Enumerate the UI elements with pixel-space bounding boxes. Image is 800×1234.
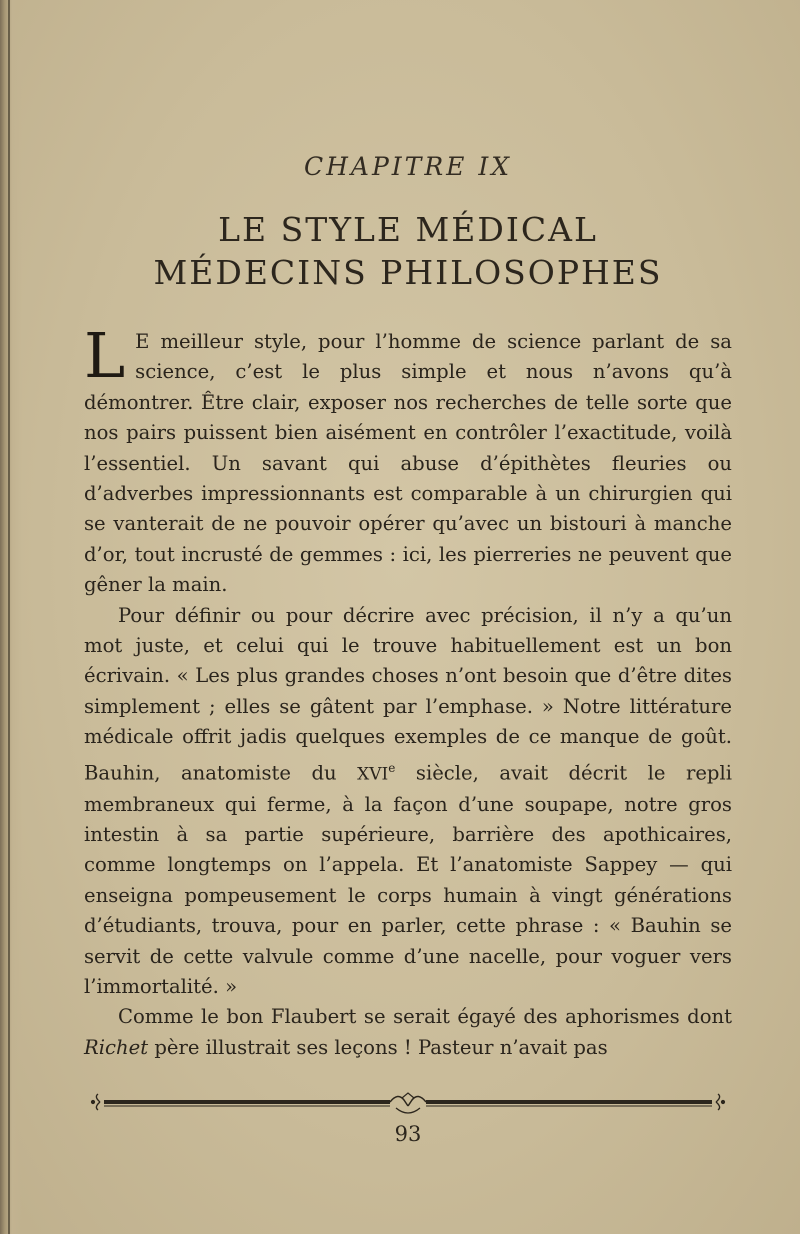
chapter-label: CHAPITRE IX	[303, 152, 513, 181]
paragraph-1-text: E meilleur style, pour l’homme de science parlant de sa science, c’est le plus simple et nous n’avons qu’à démontrer. Être clair, exposer nos recherches de telle sorte que nos pairs puissent bien aisément en contrôler l’exactitude, voilà l’essentiel. Un savant qui abuse d’épithètes fleuries ou d’adverbes impressionnants est comparable à un chirurgien qui se vanterait de ne pouvoir opérer qu’avec un bistouri à manche d’or, tout incrusté de gemmes : ici, les pierreries ne peuvent que gêner la main.	[84, 330, 732, 597]
footer-ornament	[90, 1090, 726, 1114]
chapter-title-line-2: MÉDECINS PHILOSOPHES	[153, 253, 663, 292]
paragraph-2	[84, 601, 732, 1003]
paragraph-1	[84, 319, 732, 601]
drop-cap: L	[84, 319, 126, 392]
book-page	[84, 0, 732, 1234]
binding-line	[8, 0, 10, 1234]
name-richet: Richet	[84, 1035, 149, 1059]
paragraph-2-text-b: siècle, avait décrit le repli membraneux qui ferme, à la façon d’une soupape, notre gros intestin à sa partie supérieure, barrière des apothicaires, comme longtemps on l’appela. Et l’anatomiste Sappey — qui enseigna pompeusement le corps humain à vingt générations d’étudiants, trouva, pour en parler, cette phrase : « Bauhin se servit de cette valvule comme d’une nacelle, pour voguer vers l’immortalité. »	[84, 761, 732, 999]
paragraph-3	[84, 1002, 732, 1063]
century-superscript: e	[388, 760, 396, 775]
page-number: 93	[394, 1122, 422, 1146]
page-binding-edge	[0, 0, 22, 1234]
paragraph-3-text-a: Comme le bon Flaubert se serait égayé des aphorismes dont	[118, 1005, 732, 1029]
paragraph-3-text-b: père illustrait ses leçons ! Pasteur n’avait pas	[148, 1035, 608, 1059]
chapter-title-line-1: LE STYLE MÉDICAL	[218, 210, 598, 249]
paragraph-2-text-a: Pour définir ou pour décrire avec précision, il n’y a qu’un mot juste, et celui qui le trouve habituellement est un bon écrivain. « Les plus grandes choses n’ont besoin que d’être dites simplement ; elles se gâtent par l’emphase. » Notre littérature médicale offrit jadis quelques exemples de ce manque de goût. Bauhin, anatomiste du	[84, 603, 732, 785]
body-text	[84, 319, 732, 1063]
century-numeral: XVI	[357, 764, 389, 785]
